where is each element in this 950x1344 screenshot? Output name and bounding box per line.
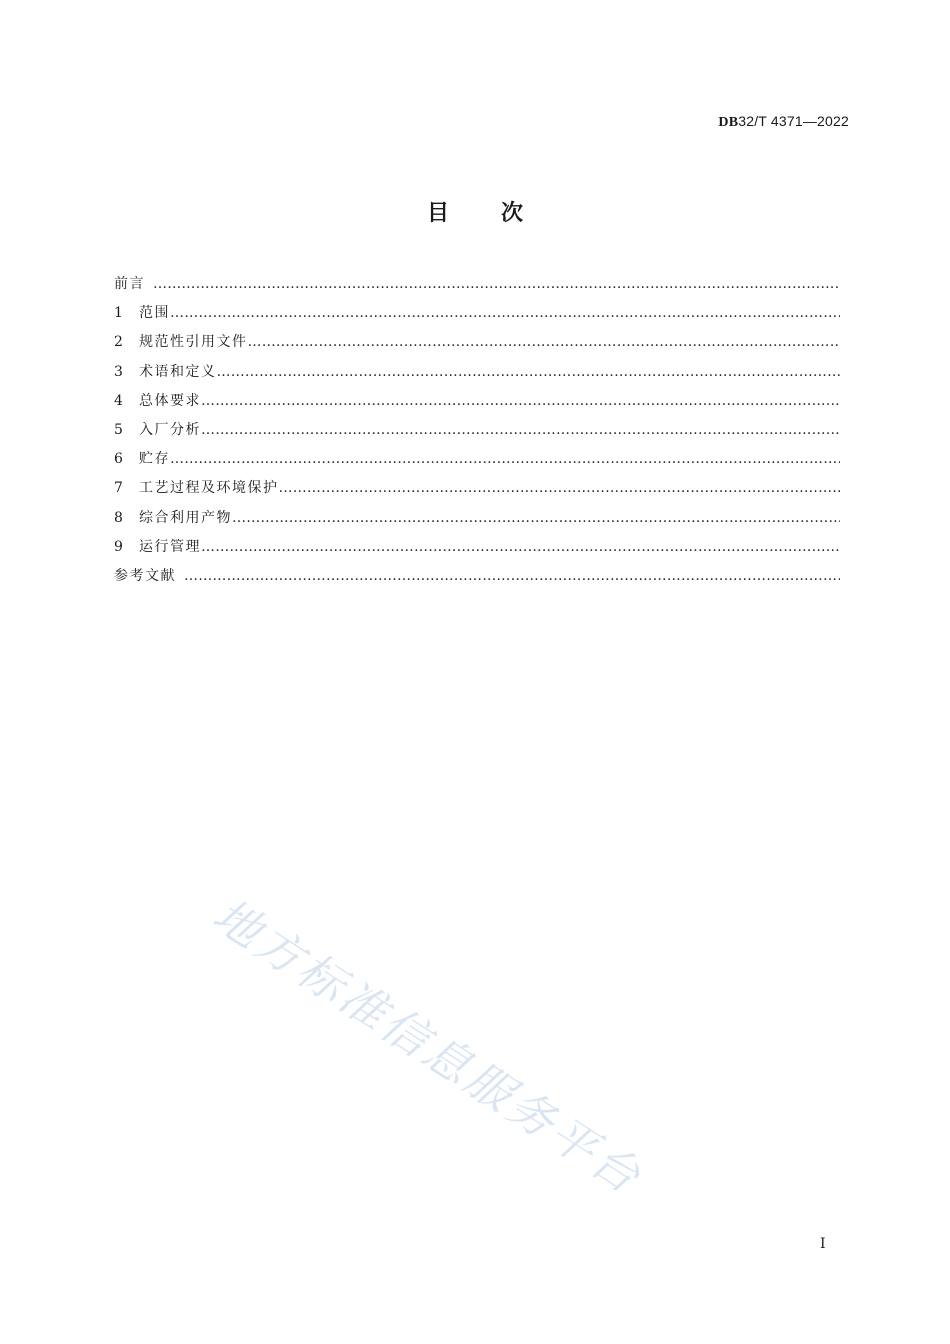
toc-entry-label: 综合利用产物 [139, 509, 232, 526]
table-of-contents [114, 270, 840, 591]
toc-entry-normative-references[interactable] [114, 328, 840, 357]
toc-title [0, 196, 950, 227]
toc-entry-number: 5 [114, 421, 123, 438]
toc-title-part1: 目 [426, 201, 449, 226]
toc-entry-label: 运行管理 [139, 538, 201, 555]
toc-entry-incoming-analysis[interactable] [114, 416, 840, 445]
toc-leader-dots [170, 445, 840, 474]
toc-entry-number: 3 [114, 363, 123, 380]
toc-leader-dots [184, 562, 840, 591]
toc-title-part2: 次 [501, 201, 524, 226]
toc-entry-label: 前言 [114, 276, 145, 292]
toc-leader-dots [279, 474, 841, 503]
toc-entry-number: 6 [114, 451, 123, 468]
toc-entry-number: 7 [114, 480, 123, 497]
toc-leader-dots [201, 416, 840, 445]
toc-leader-dots [170, 299, 840, 328]
toc-entry-storage[interactable] [114, 445, 840, 474]
toc-entry-terms-definitions[interactable] [114, 358, 840, 387]
toc-entry-scope[interactable] [114, 299, 840, 328]
toc-leader-dots [248, 328, 841, 357]
toc-entry-label: 参考文献 [114, 567, 176, 584]
toc-entry-bibliography[interactable] [114, 562, 840, 591]
toc-entry-number: 1 [114, 305, 123, 322]
toc-leader-dots [153, 270, 840, 299]
toc-entry-process-environment[interactable] [114, 474, 840, 503]
toc-entry-number: 4 [114, 392, 123, 409]
watermark-text: 地方标准信息服务平台 [203, 887, 653, 1206]
toc-entry-number: 2 [114, 334, 123, 351]
toc-entry-label: 总体要求 [139, 392, 201, 409]
toc-entry-label: 术语和定义 [139, 363, 217, 380]
document-code-number: 32/T 4371—2022 [738, 113, 849, 129]
toc-entry-number: 8 [114, 509, 123, 526]
toc-entry-number: 9 [114, 538, 123, 555]
toc-leader-dots [201, 533, 840, 562]
toc-entry-label: 范围 [139, 305, 170, 322]
toc-entry-label: 入厂分析 [139, 421, 201, 438]
toc-entry-foreword[interactable] [114, 270, 840, 299]
toc-leader-dots [232, 504, 840, 533]
toc-leader-dots [217, 358, 841, 387]
toc-entry-label: 贮存 [139, 451, 170, 468]
toc-leader-dots [201, 387, 840, 416]
toc-entry-label: 规范性引用文件 [139, 334, 248, 351]
document-code [718, 113, 849, 131]
toc-entry-utilization-products[interactable] [114, 504, 840, 533]
page-number: I [820, 1236, 826, 1252]
toc-entry-general-requirements[interactable] [114, 387, 840, 416]
toc-entry-label: 工艺过程及环境保护 [139, 480, 279, 497]
document-code-prefix: DB [718, 115, 739, 130]
toc-entry-operation-management[interactable] [114, 533, 840, 562]
